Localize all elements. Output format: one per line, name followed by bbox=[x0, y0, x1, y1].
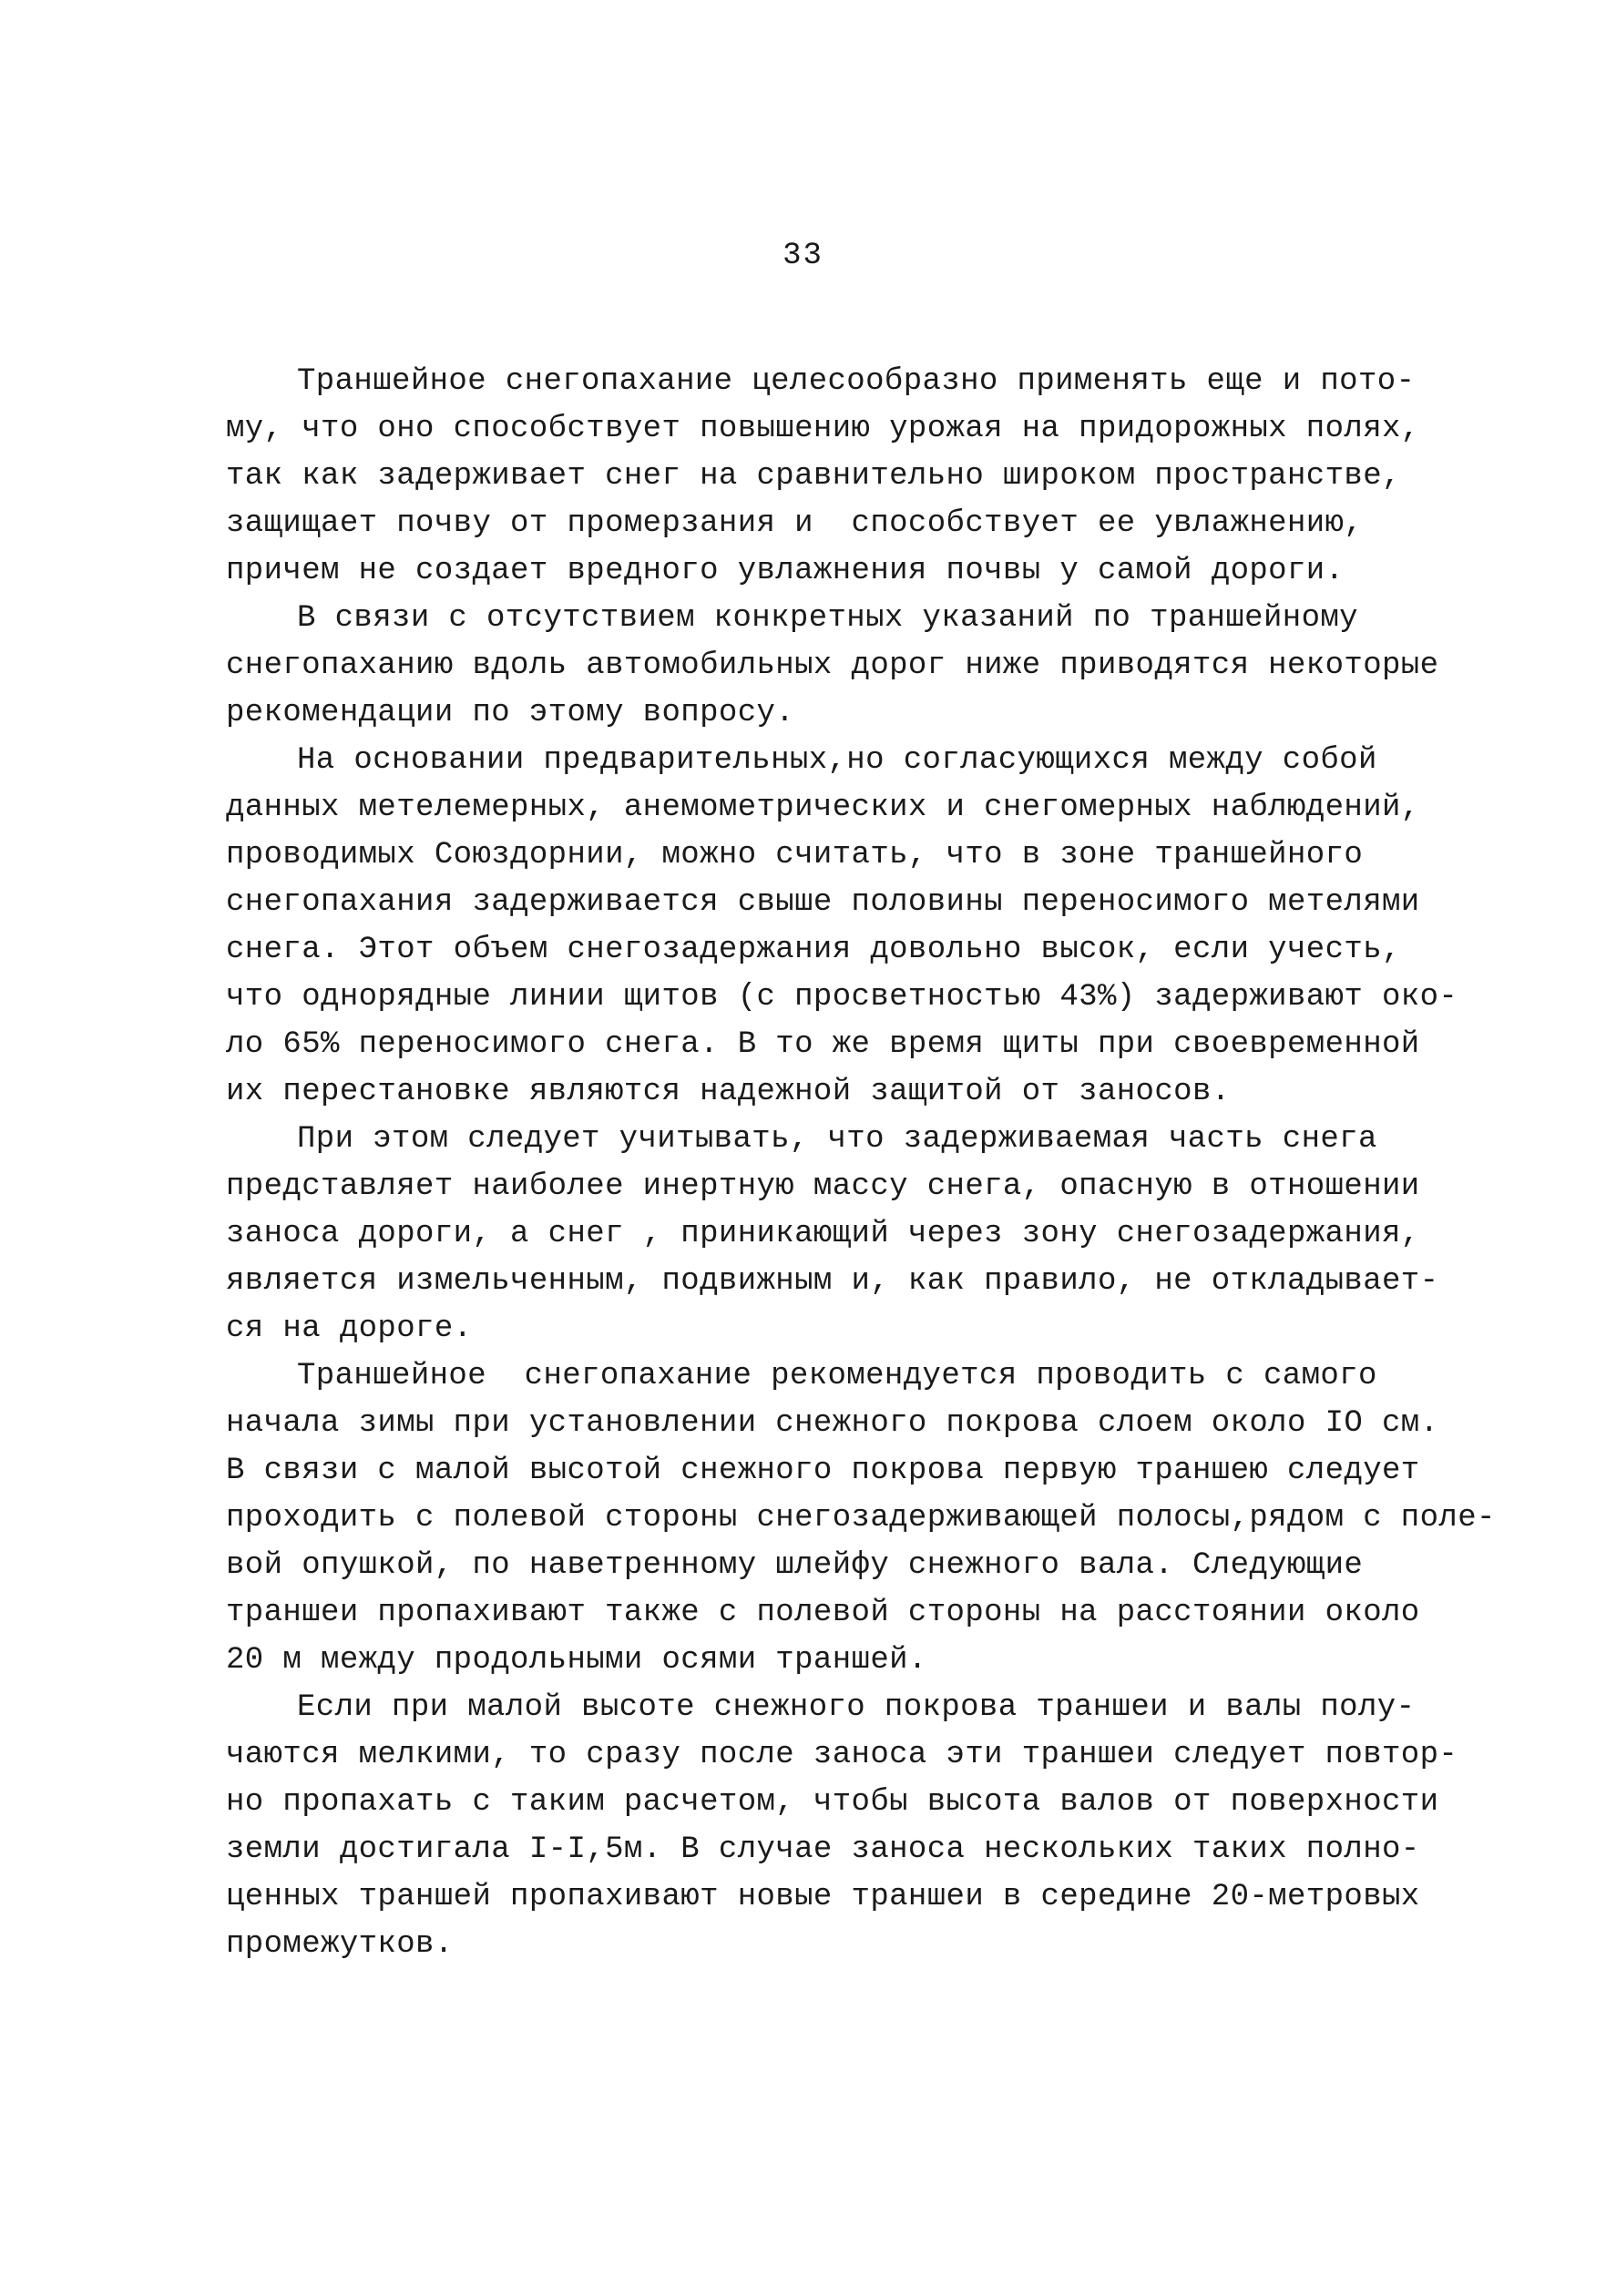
text-line: их перестановке являются надежной защитой от заносов. bbox=[226, 1075, 1231, 1109]
page-number: 33 bbox=[783, 239, 823, 273]
text-line: ся на дороге. bbox=[226, 1311, 473, 1346]
text-line: ценных траншей пропахивают новые траншеи в середине 20-метровых bbox=[226, 1880, 1420, 1914]
text-line: причем не создает вредного увлажнения почвы у самой дороги. bbox=[226, 554, 1345, 588]
text-line: Траншейное снегопахание целесообразно применять еще и пото- bbox=[297, 364, 1416, 399]
text-line: промежутков. bbox=[226, 1927, 454, 1962]
text-line: вой опушкой, по наветренному шлейфу снежного вала. Следующие bbox=[226, 1548, 1364, 1583]
text-line: На основании предварительных,но согласующихся между собой bbox=[297, 743, 1377, 778]
text-line: заноса дороги, а снег , приникающий через зону снегозадержания, bbox=[226, 1217, 1420, 1251]
text-line: Траншейное снегопахание рекомендуется проводить с самого bbox=[297, 1359, 1377, 1393]
text-line: так как задерживает снег на сравнительно широком пространстве, bbox=[226, 459, 1401, 494]
text-line: В связи с отсутствием конкретных указаний по траншейному bbox=[297, 601, 1358, 636]
text-line: проводимых Союздорнии, можно считать, что в зоне траншейного bbox=[226, 838, 1364, 872]
text-line: земли достигала I-I,5м. В случае заноса нескольких таких полно- bbox=[226, 1832, 1420, 1867]
body-text bbox=[226, 358, 1496, 1968]
text-line: проходить с полевой стороны снегозадерживающей полосы,рядом с поле- bbox=[226, 1501, 1496, 1536]
text-line: снега. Этот объем снегозадержания довольно высок, если учесть, bbox=[226, 933, 1401, 967]
text-line: ло 65% переносимого снега. В то же время щиты при своевременной bbox=[226, 1027, 1420, 1062]
text-line: му, что оно способствует повышению урожая на придорожных полях, bbox=[226, 412, 1420, 446]
text-line: Если при малой высоте снежного покрова траншеи и валы полу- bbox=[297, 1690, 1416, 1725]
text-line: что однорядные линии щитов (с просветностью 43%) задерживают око- bbox=[226, 980, 1458, 1015]
text-line: В связи с малой высотой снежного покрова первую траншею следует bbox=[226, 1454, 1420, 1488]
text-line: начала зимы при установлении снежного покрова слоем около IO см. bbox=[226, 1406, 1439, 1441]
text-line: При этом следует учитывать, что задерживаемая часть снега bbox=[297, 1122, 1377, 1157]
text-line: траншеи пропахивают также с полевой стороны на расстоянии около bbox=[226, 1596, 1420, 1630]
text-line: 20 м между продольными осями траншей. bbox=[226, 1643, 927, 1678]
text-line: снегопахания задерживается свыше половины переносимого метелями bbox=[226, 885, 1420, 920]
text-line: но пропахать с таким расчетом, чтобы высота валов от поверхности bbox=[226, 1785, 1439, 1820]
text-line: снегопаханию вдоль автомобильных дорог ниже приводятся некоторые bbox=[226, 648, 1439, 683]
text-line: чаются мелкими, то сразу после заноса эти траншеи следует повтор- bbox=[226, 1738, 1458, 1772]
text-line: защищает почву от промерзания и способствует ее увлажнению, bbox=[226, 506, 1364, 541]
text-line: рекомендации по этому вопросу. bbox=[226, 696, 795, 730]
text-line: является измельченным, подвижным и, как правило, не откладывает- bbox=[226, 1264, 1439, 1299]
text-line: данных метелемерных, анемометрических и снегомерных наблюдений, bbox=[226, 791, 1420, 825]
text-line: представляет наиболее инертную массу снега, опасную в отношении bbox=[226, 1169, 1420, 1204]
